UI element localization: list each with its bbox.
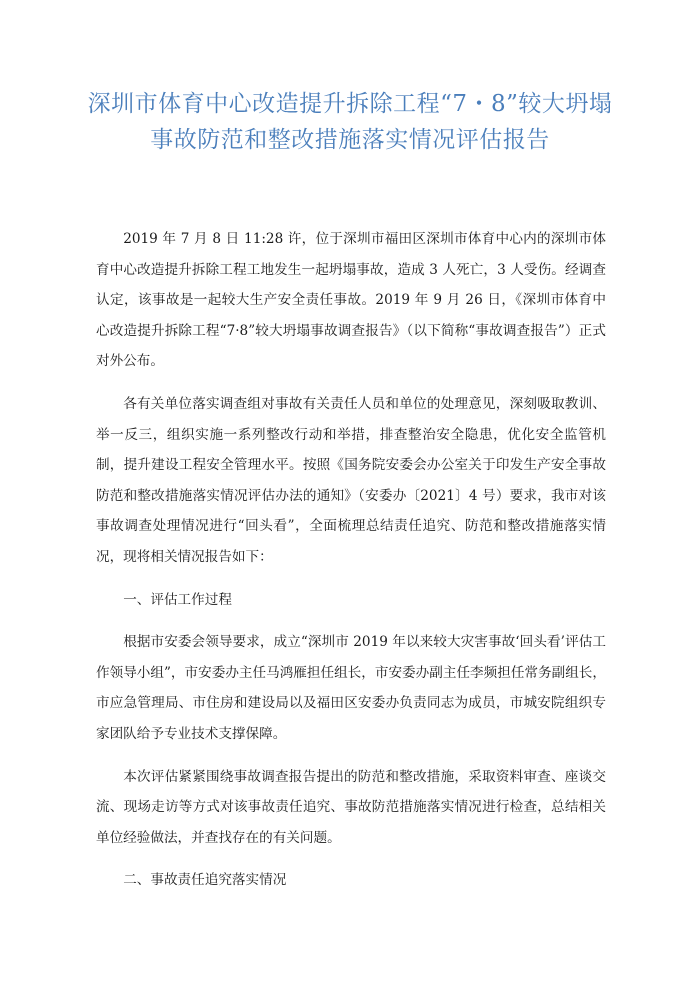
section-2-heading: 二、事故责任追究落实情况 xyxy=(123,872,287,889)
background-paragraph: 各有关单位落实调查组对事故有关责任人员和单位的处理意见，深刻吸取教训、举一反三，组织实施一系列整改行动和举措，排查整治安全隐患，优化安全监管机制，提升建设工程安全管理水平。按照《国务院安委会办公室关于印发生产安全事故防范和整改措施落实情况评估办法的通知》（安委办〔2021〕4 号）要求，我市对该事故调查处理情况进行“回头看”，全面梳理总结责任追究、防范和整改措施落实情况，现将相关情况报告如下： xyxy=(96,395,606,565)
section-1-paragraph-1: 根据市安委会领导要求，成立“深圳市 2019 年以来较大灾害事故‘回头看’评估工作领导小组”，市安委办主任马鸿雁担任组长，市安委办副主任李频担任常务副组长，市应急管理局、市住房和建设局以及福田区安委办负责同志为成员，市城安院组织专家团队给予专业技术支撑保障。 xyxy=(96,634,606,742)
section-1-heading: 一、评估工作过程 xyxy=(123,591,232,608)
section-1-paragraph-2: 本次评估紧紧围绕事故调查报告提出的防范和整改措施，采取资料审查、座谈交流、现场走访等方式对该事故责任追究、事故防范措施落实情况进行检查，总结相关单位经验做法，并查找存在的有关问题。 xyxy=(96,768,606,846)
intro-paragraph: 2019 年 7 月 8 日 11:28 许，位于深圳市福田区深圳市体育中心内的深圳市体育中心改造提升拆除工程工地发生一起坍塌事故，造成 3 人死亡，3 人受伤。经调查认定，该事故是一起较大生产安全责任事故。2019 年 9 月 26 日，《深圳市体育中心改造提升拆除工程“7·8”较大坍塌事故调查报告》（以下简称“事故调查报告”）正式对外公布。 xyxy=(96,231,606,370)
document-title xyxy=(0,86,700,158)
document-body xyxy=(96,224,606,908)
title-line-2: 事故防范和整改措施落实情况评估报告 xyxy=(150,127,550,153)
title-line-1: 深圳市体育中心改造提升拆除工程“7・8”较大坍塌 xyxy=(87,91,613,117)
